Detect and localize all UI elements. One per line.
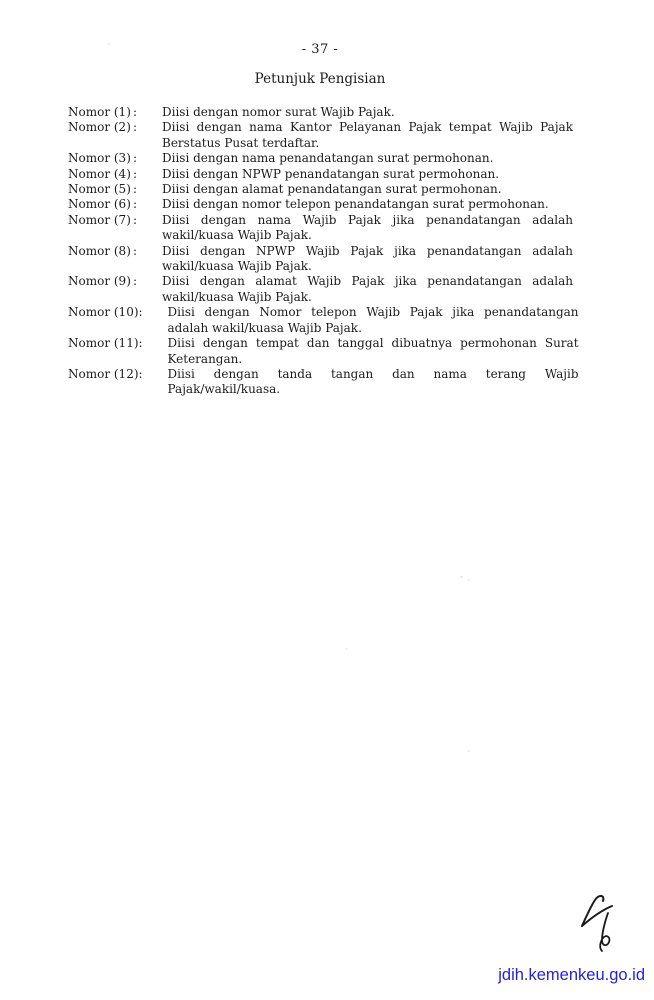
row-label: Nomor (4)	[68, 166, 131, 181]
row-colon: :	[133, 120, 138, 135]
row-colon: :	[133, 197, 138, 212]
description-line: Diisi dengan nama Wajib Pajak jika penandatangan adalah	[162, 212, 573, 227]
row-colon: :	[138, 336, 143, 351]
row-colon: :	[133, 105, 138, 119]
description-line: Pajak/wakil/kuasa.	[167, 382, 281, 397]
row-description	[162, 105, 573, 120]
description-line: Diisi dengan alamat penandatangan surat permohonan.	[162, 182, 502, 197]
row-label: Nomor (11)	[68, 336, 139, 351]
row-description	[162, 197, 573, 212]
row-colon: :	[133, 182, 138, 197]
description-line: Diisi dengan nomor telepon penandatangan surat permohonan.	[162, 197, 549, 212]
instruction-row-9	[68, 274, 573, 305]
row-description	[168, 305, 579, 336]
jdih-watermark: jdih.kemenkeu.go.id	[498, 966, 645, 984]
description-line: Diisi dengan NPWP penandatangan surat permohonan.	[162, 166, 500, 181]
row-description	[162, 213, 573, 244]
description-line: adalah wakil/kuasa Wajib Pajak.	[167, 320, 362, 335]
description-line: Diisi dengan nama Kantor Pelayanan Pajak tempat Wajib Pajak	[162, 120, 573, 135]
row-colon: :	[133, 243, 138, 258]
row-label: Nomor (12)	[68, 366, 139, 381]
instruction-row-11	[68, 336, 579, 367]
row-colon: :	[133, 166, 138, 181]
description-line: Diisi dengan Nomor telepon Wajib Pajak jika penandatangan	[167, 305, 579, 320]
scan-speck	[107, 43, 110, 45]
row-label: Nomor (1)	[68, 105, 131, 119]
row-colon: :	[133, 212, 138, 227]
row-label: Nomor (9)	[68, 274, 131, 289]
description-line: Diisi dengan nomor surat Wajib Pajak.	[162, 105, 395, 119]
description-line: Keterangan.	[167, 351, 243, 366]
description-line: wakil/kuasa Wajib Pajak.	[162, 259, 312, 274]
row-label: Nomor (6)	[68, 197, 131, 212]
description-line: Berstatus Pusat terdaftar.	[162, 135, 320, 150]
row-description	[162, 182, 573, 197]
scan-speck	[467, 579, 470, 581]
instruction-row-10	[68, 305, 579, 336]
description-line: Diisi dengan tanda tangan dan nama terang Wajib	[167, 366, 579, 381]
handwritten-paraf-icon	[578, 893, 624, 953]
instruction-row-5	[68, 182, 573, 197]
row-colon: :	[133, 274, 138, 289]
scan-speck	[467, 750, 470, 752]
row-label: Nomor (5)	[68, 182, 131, 197]
scan-speck	[460, 576, 463, 578]
instruction-row-2	[68, 120, 573, 151]
instructions-list	[68, 105, 579, 398]
row-description	[168, 336, 579, 367]
row-description	[162, 167, 573, 182]
row-colon: :	[138, 366, 143, 381]
page-number: - 37 -	[301, 42, 339, 57]
instruction-row-4	[68, 167, 573, 182]
row-colon: :	[138, 305, 143, 320]
description-line: wakil/kuasa Wajib Pajak.	[162, 228, 312, 243]
description-line: Diisi dengan NPWP Wajib Pajak jika penandatangan adalah	[162, 243, 573, 258]
row-label: Nomor (7)	[68, 212, 131, 227]
row-description	[162, 120, 573, 151]
row-description	[162, 244, 573, 275]
instruction-row-3	[68, 151, 573, 166]
instruction-row-8	[68, 244, 573, 275]
row-description	[168, 367, 579, 398]
scan-speck	[345, 648, 348, 650]
row-description	[162, 151, 573, 166]
page-title: Petunjuk Pengisian	[254, 71, 386, 87]
instruction-row-1	[68, 105, 573, 120]
row-label: Nomor (8)	[68, 243, 131, 258]
description-line: Diisi dengan alamat Wajib Pajak jika penandatangan adalah	[162, 274, 573, 289]
row-label: Nomor (3)	[68, 151, 131, 166]
row-colon: :	[133, 151, 138, 166]
row-description	[162, 274, 573, 305]
description-line: wakil/kuasa Wajib Pajak.	[162, 289, 312, 304]
instruction-row-12	[68, 366, 579, 398]
row-label: Nomor (10)	[68, 305, 139, 320]
description-line: Diisi dengan tempat dan tanggal dibuatnya permohonan Surat	[167, 336, 579, 351]
description-line: Diisi dengan nama penandatangan surat permohonan.	[162, 151, 494, 166]
instruction-row-7	[68, 213, 573, 244]
instruction-row-6	[68, 197, 573, 212]
row-label: Nomor (2)	[68, 120, 131, 135]
